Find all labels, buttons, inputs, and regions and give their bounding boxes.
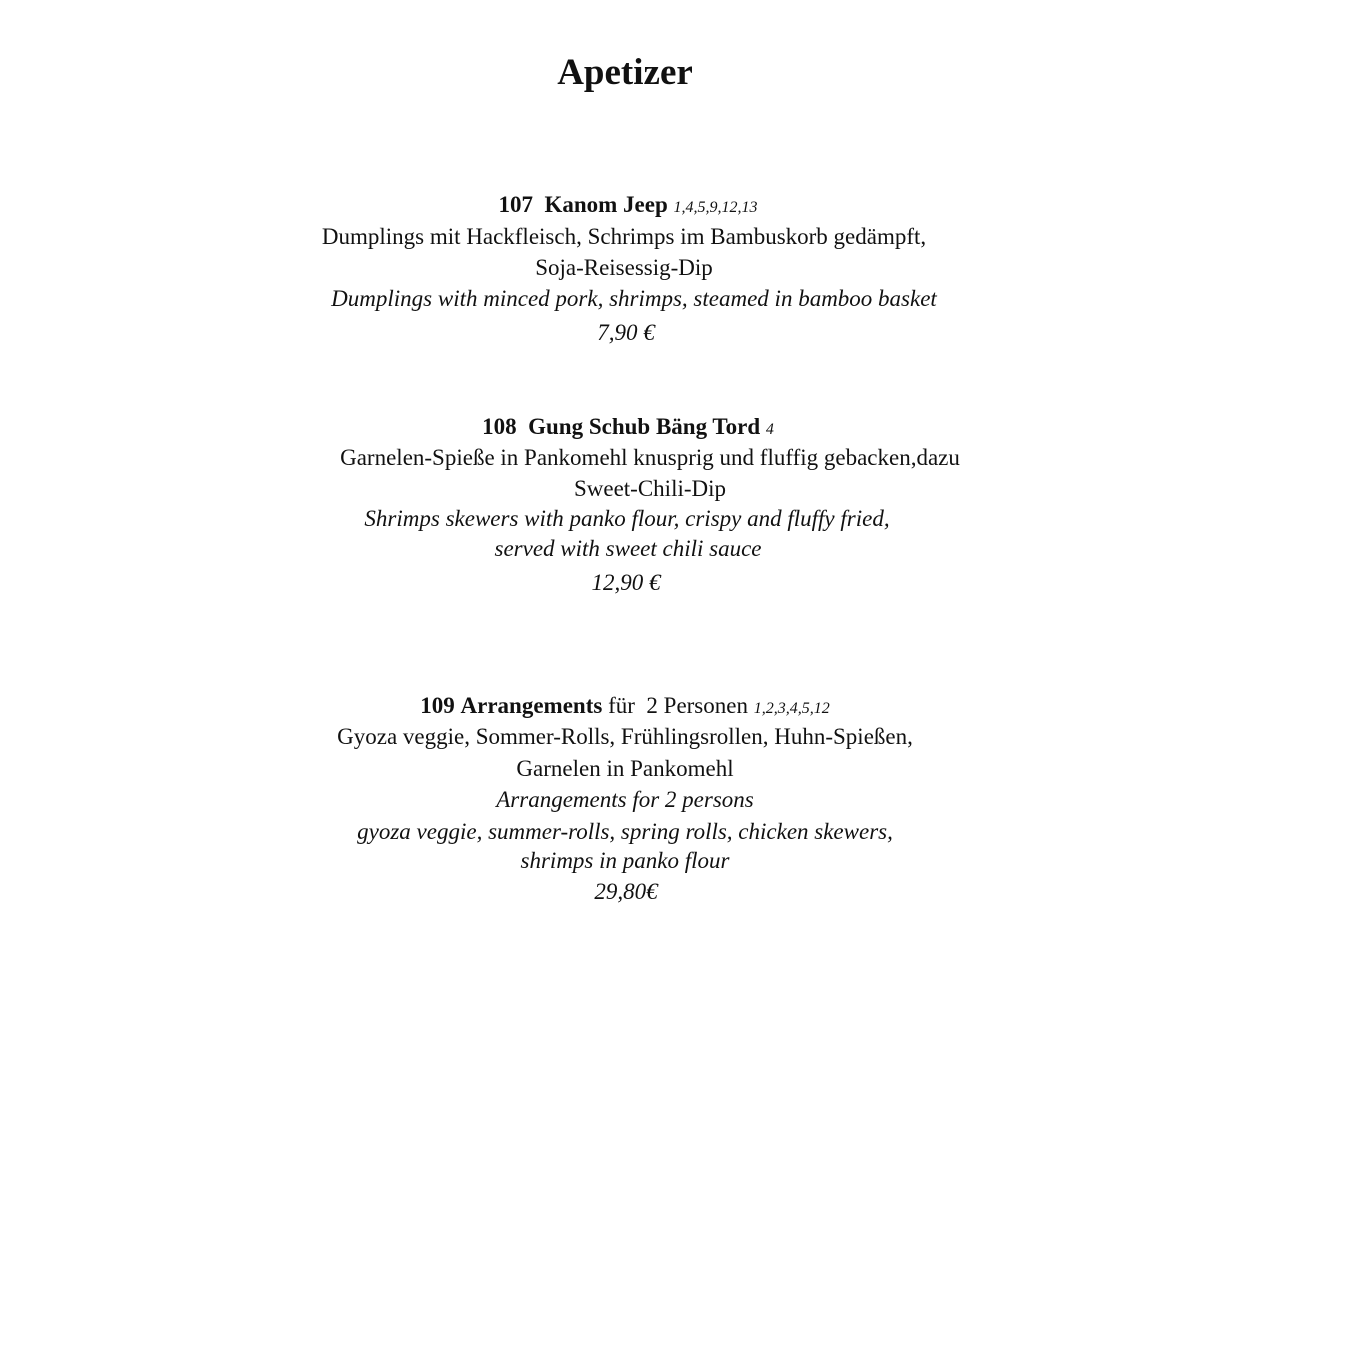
menu-item-heading	[498, 190, 757, 223]
item-number: 107	[498, 192, 533, 217]
item-description-english: gyoza veggie, summer-rolls, spring rolls, chicken skewers,	[357, 819, 893, 844]
item-description-german: Garnelen in Pankomehl	[516, 756, 734, 781]
menu-item-heading	[482, 412, 774, 445]
item-description-german: Soja-Reisessig-Dip	[535, 255, 713, 280]
item-description-english: Arrangements for 2 persons	[496, 787, 754, 812]
item-name-suffix: für 2 Personen	[608, 693, 748, 718]
item-description-german: Garnelen-Spieße in Pankomehl knusprig und fluffig gebacken,dazu	[340, 445, 960, 470]
item-name: Kanom Jeep	[544, 192, 668, 217]
item-description-english: Dumplings with minced pork, shrimps, steamed in bamboo basket	[331, 286, 937, 311]
item-allergens: 1,4,5,9,12,13	[673, 199, 758, 216]
item-name: Arrangements	[460, 693, 603, 718]
item-description-german: Sweet-Chili-Dip	[573, 476, 727, 501]
item-description-german: Dumplings mit Hackfleisch, Schrimps im Bambuskorb gedämpft,	[321, 224, 927, 249]
item-name: Gung Schub Bäng Tord	[528, 414, 761, 439]
item-price: 7,90 €	[597, 320, 655, 345]
item-description-english: shrimps in panko flour	[520, 848, 730, 873]
item-allergens: 1,2,3,4,5,12	[753, 700, 830, 717]
item-number: 109	[420, 693, 455, 718]
item-number: 108	[482, 414, 517, 439]
page-title: Apetizer	[557, 52, 693, 93]
item-description-english: Shrimps skewers with panko flour, crispy and fluffy fried,	[364, 506, 890, 531]
item-description-english: served with sweet chili sauce	[494, 536, 762, 561]
item-description-german: Gyoza veggie, Sommer-Rolls, Frühlingsrollen, Huhn-Spießen,	[337, 724, 913, 749]
item-price: 12,90 €	[591, 570, 661, 595]
item-allergens: 4	[765, 421, 774, 438]
menu-item-heading	[420, 691, 829, 724]
item-price: 29,80€	[594, 879, 658, 904]
